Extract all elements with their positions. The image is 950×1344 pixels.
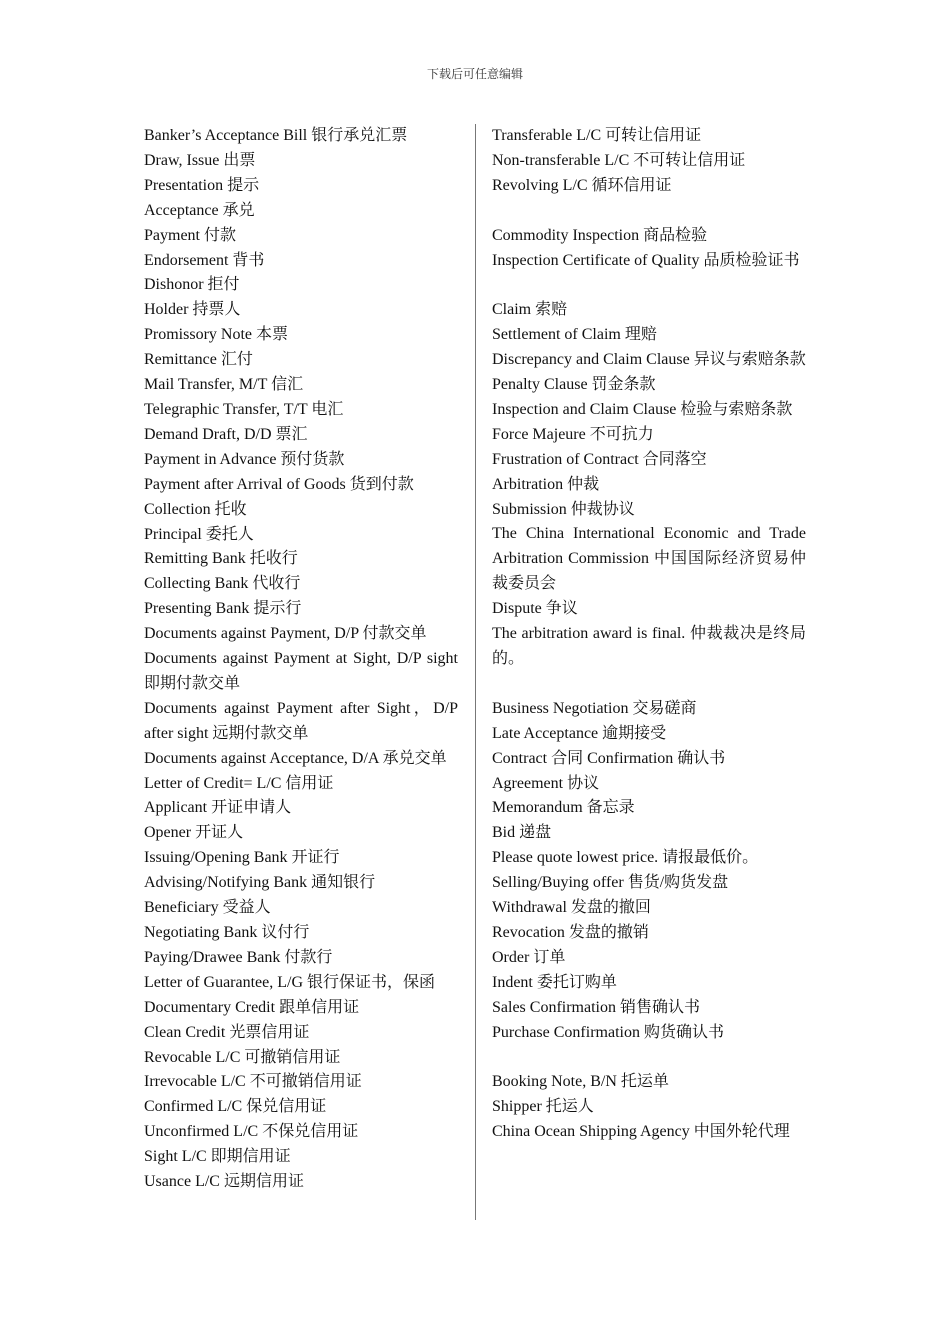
glossary-term: Commodity Inspection 商品检验 — [492, 226, 708, 244]
glossary-term: Applicant 开证申请人 — [144, 799, 292, 817]
glossary-term: Negotiating Bank 议付行 — [144, 924, 310, 941]
glossary-term: Opener 开证人 — [144, 824, 244, 842]
glossary-term: Promissory Note 本票 — [144, 326, 289, 344]
glossary-term: Bid 递盘 — [492, 824, 552, 842]
glossary-term: Paying/Drawee Bank 付款行 — [144, 948, 333, 966]
column-divider — [475, 124, 476, 1220]
glossary-term: Non-transferable L/C 不可转让信用证 — [492, 151, 746, 169]
glossary-term: Booking Note, B/N 托运单 — [492, 1073, 669, 1091]
glossary-term: Sales Confirmation 销售确认书 — [492, 998, 700, 1016]
page-header-note: 下载后可任意编辑 — [426, 67, 523, 81]
glossary-term: Beneficiary 受益人 — [144, 899, 271, 917]
glossary-term: Penalty Clause 罚金条款 — [492, 376, 656, 394]
blank-line — [492, 1045, 806, 1070]
glossary-term: Memorandum 备忘录 — [492, 799, 635, 817]
glossary-term: Unconfirmed L/C 不保兑信用证 — [144, 1123, 359, 1141]
glossary-term: Usance L/C 远期信用证 — [144, 1173, 304, 1191]
glossary-term: Remittance 汇付 — [144, 351, 253, 369]
glossary-term: Frustration of Contract 合同落空 — [492, 450, 707, 468]
glossary-term: Advising/Notifying Bank 通知银行 — [144, 874, 376, 892]
glossary-term: Contract 合同 Confirmation 确认书 — [492, 749, 726, 767]
glossary-term: Issuing/Opening Bank 开证行 — [144, 849, 340, 867]
glossary-term: Payment in Advance 预付货款 — [144, 450, 345, 468]
glossary-term: Shipper 托运人 — [492, 1098, 594, 1116]
glossary-term: Revolving L/C 循环信用证 — [492, 176, 672, 194]
glossary-term: Collection 托收 — [144, 500, 247, 518]
glossary-term: Demand Draft, D/D 票汇 — [144, 425, 308, 443]
glossary-term: Confirmed L/C 保兑信用证 — [144, 1098, 327, 1116]
glossary-term: Withdrawal 发盘的撤回 — [492, 899, 651, 917]
glossary-term: Letter of Credit= L/C 信用证 — [144, 774, 334, 792]
glossary-term: Acceptance 承兑 — [144, 201, 255, 219]
glossary-term: Documents against Payment, D/P 付款交单 — [144, 625, 427, 643]
glossary-term: Arbitration 仲裁 — [492, 475, 600, 493]
glossary-term: Principal 委托人 — [144, 525, 254, 543]
glossary-term: The arbitration award is final. 仲裁裁决是终局的。 — [492, 625, 806, 667]
glossary-term: Collecting Bank 代收行 — [144, 575, 301, 593]
glossary-term: Discrepancy and Claim Clause 异议与索赔条款 — [492, 351, 806, 369]
glossary-term: Claim 索赔 — [492, 301, 568, 319]
glossary-term: Submission 仲裁协议 — [492, 500, 635, 518]
glossary-term: Payment 付款 — [144, 226, 236, 244]
glossary-term: Settlement of Claim 理赔 — [492, 326, 657, 344]
glossary-left-column — [144, 124, 458, 1195]
glossary-term: Remitting Bank 托收行 — [144, 550, 298, 568]
glossary-term: Order 订单 — [492, 948, 566, 966]
glossary-term: Business Negotiation 交易磋商 — [492, 699, 697, 717]
glossary-term: Agreement 协议 — [492, 774, 600, 792]
glossary-term: Telegraphic Transfer, T/T 电汇 — [144, 400, 344, 418]
glossary-term: Endorsement 背书 — [144, 251, 265, 269]
glossary-term: Draw, Issue 出票 — [144, 151, 256, 169]
glossary-term: Presentation 提示 — [144, 176, 260, 194]
blank-line — [492, 273, 806, 298]
glossary-term: Clean Credit 光票信用证 — [144, 1023, 310, 1041]
glossary-term: Documents against Acceptance, D/A 承兑交单 — [144, 749, 447, 767]
glossary-term: China Ocean Shipping Agency 中国外轮代理 — [492, 1123, 790, 1141]
glossary-term: Revocable L/C 可撤销信用证 — [144, 1048, 341, 1066]
glossary-term: Selling/Buying offer 售货/购货发盘 — [492, 874, 729, 892]
glossary-term: Irrevocable L/C 不可撤销信用证 — [144, 1073, 362, 1091]
glossary-term: Documentary Credit 跟单信用证 — [144, 998, 360, 1016]
blank-line — [492, 199, 806, 224]
glossary-term: Dispute 争议 — [492, 600, 578, 618]
glossary-term: Force Majeure 不可抗力 — [492, 425, 654, 443]
glossary-term: Documents against Payment after Sight，D/P after sight 远期付款交单 — [144, 699, 458, 742]
glossary-term: Indent 委托订购单 — [492, 973, 617, 991]
glossary-term: Purchase Confirmation 购货确认书 — [492, 1023, 724, 1041]
glossary-term: Dishonor 拒付 — [144, 276, 240, 294]
glossary-term: Please quote lowest price. 请报最低价。 — [492, 849, 759, 867]
glossary-term: Mail Transfer, M/T 信汇 — [144, 376, 304, 394]
glossary-term: Inspection Certificate of Quality 品质检验证书 — [492, 251, 800, 269]
glossary-term: Holder 持票人 — [144, 301, 241, 319]
glossary-term: Letter of Guarantee, L/G 银行保证书，保函 — [144, 973, 436, 991]
glossary-term: Revocation 发盘的撤销 — [492, 923, 649, 941]
glossary-term: Documents against Payment at Sight, D/P sight 即期付款交单 — [144, 650, 458, 692]
glossary-term: Presenting Bank 提示行 — [144, 600, 302, 618]
glossary-term: Late Acceptance 逾期接受 — [492, 724, 667, 742]
glossary-term: Inspection and Claim Clause 检验与索赔条款 — [492, 400, 793, 418]
glossary-term: Transferable L/C 可转让信用证 — [492, 127, 702, 144]
glossary-term: The China International Economic and Trade Arbitration Commission 中国国际经济贸易仲裁委员会 — [492, 525, 806, 593]
glossary-term: Payment after Arrival of Goods 货到付款 — [144, 475, 414, 493]
glossary-term: Banker’s Acceptance Bill 银行承兑汇票 — [144, 127, 408, 144]
blank-line — [492, 672, 806, 697]
glossary-term: Sight L/C 即期信用证 — [144, 1148, 291, 1166]
glossary-right-column — [492, 124, 806, 1145]
